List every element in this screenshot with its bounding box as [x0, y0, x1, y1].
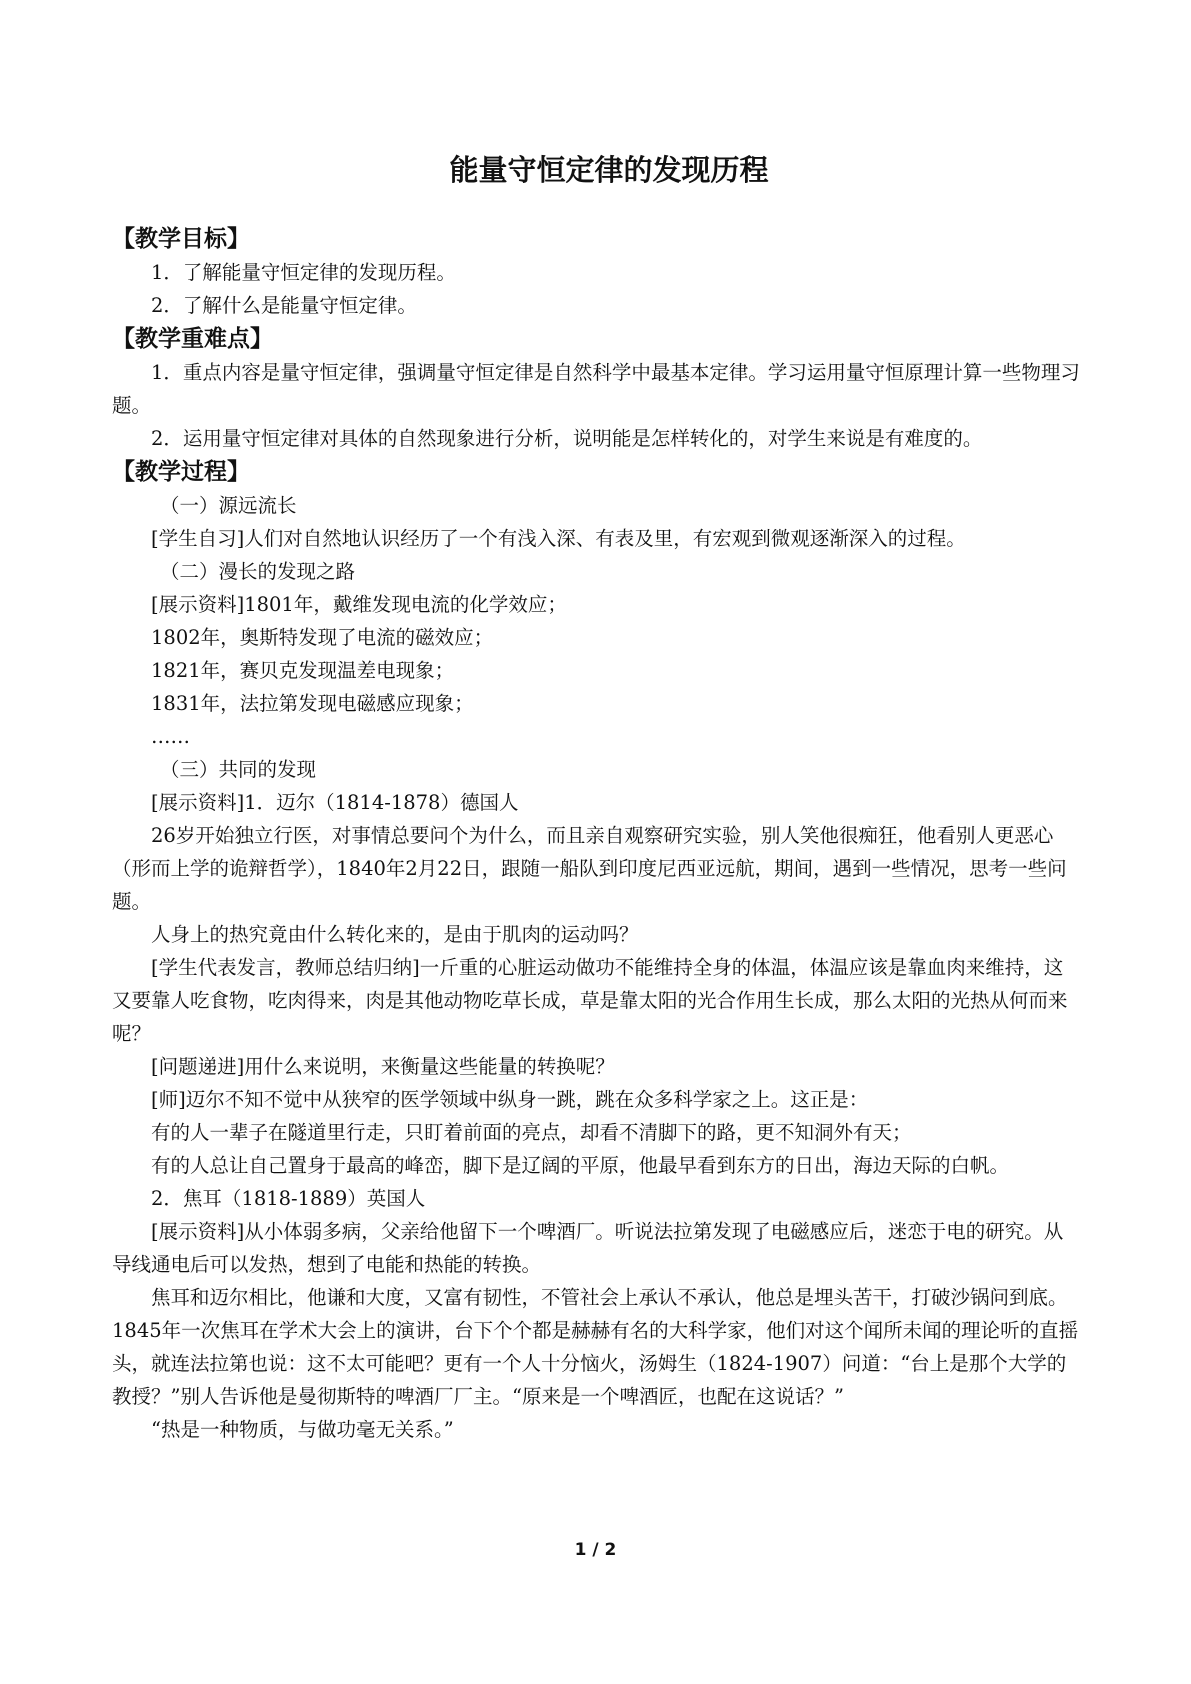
paragraph: 26岁开始独立行医，对事情总要问个为什么，而且亲自观察研究实验，别人笑他很痴狂，他看别人更恶心（形而上学的诡辩哲学），1840年2月22日，跟随一船队到印度尼西亚远航，期间，遇到一些情况，思考一些问题。 — [112, 824, 1067, 913]
section-heading-objectives: 【教学目标】 — [112, 226, 250, 252]
subsection-title: （二）漫长的发现之路 — [160, 560, 356, 583]
paragraph: 2．焦耳（1818-1889）英国人 — [151, 1187, 426, 1210]
document-content — [112, 150, 1080, 1446]
section-heading-key-points: 【教学重难点】 — [112, 326, 273, 352]
paragraph: [学生自习]人们对自然地认识经历了一个有浅入深、有表及里，有宏观到微观逐渐深入的过程。 — [151, 527, 966, 550]
paragraph: [学生代表发言，教师总结归纳]一斤重的心脏运动做功不能维持全身的体温，体温应该是靠血肉来维持，这又要靠人吃食物，吃肉得来，肉是其他动物吃草长成，草是靠太阳的光合作用生长成，那么太阳的光热从何而来呢？ — [112, 956, 1068, 1045]
key-point-item: 1．重点内容是量守恒定律，强调量守恒定律是自然科学中最基本定律。学习运用量守恒原理计算一些物理习题。 — [112, 361, 1080, 417]
key-point-item: 2．运用量守恒定律对具体的自然现象进行分析，说明能是怎样转化的，对学生来说是有难度的。 — [151, 427, 983, 450]
paragraph: [师]迈尔不知不觉中从狭窄的医学领域中纵身一跳，跳在众多科学家之上。这正是： — [151, 1088, 869, 1111]
paragraph: 1831年，法拉第发现电磁感应现象； — [151, 692, 474, 715]
paragraph: 有的人总让自己置身于最高的峰峦，脚下是辽阔的平原，他最早看到东方的日出，海边天际的白帆。 — [151, 1154, 1010, 1177]
paragraph: [展示资料]1．迈尔（1814-1878）德国人 — [151, 791, 519, 814]
paragraph: “热是一种物质，与做功毫无关系。” — [151, 1418, 454, 1441]
ellipsis: …… — [151, 725, 190, 748]
objective-item: 2．了解什么是能量守恒定律。 — [151, 294, 417, 317]
paragraph: 人身上的热究竟由什么转化来的，是由于肌肉的运动吗？ — [151, 923, 639, 946]
objective-item: 1．了解能量守恒定律的发现历程。 — [151, 261, 456, 284]
page-title: 能量守恒定律的发现历程 — [449, 153, 769, 187]
paragraph: [问题递进]用什么来说明，来衡量这些能量的转换呢？ — [151, 1055, 615, 1078]
paragraph: 有的人一辈子在隧道里行走，只盯着前面的亮点，却看不清脚下的路，更不知洞外有天； — [151, 1121, 912, 1144]
paragraph: [展示资料]从小体弱多病，父亲给他留下一个啤酒厂。听说法拉第发现了电磁感应后，迷恋于电的研究。从导线通电后可以发热，想到了电能和热能的转换。 — [112, 1220, 1064, 1276]
subsection-title: （一）源远流长 — [160, 494, 297, 517]
paragraph: [展示资料]1801年，戴维发现电流的化学效应； — [151, 593, 567, 616]
page-number: 1 / 2 — [574, 1540, 617, 1560]
paragraph: 1821年，赛贝克发现温差电现象； — [151, 659, 455, 682]
subsection-title: （三）共同的发现 — [160, 758, 317, 781]
paragraph: 1802年，奥斯特发现了电流的磁效应； — [151, 626, 494, 649]
section-heading-process: 【教学过程】 — [112, 459, 250, 485]
paragraph: 焦耳和迈尔相比，他谦和大度，又富有韧性，不管社会上承认不承认，他总是埋头苦干，打破沙锅问到底。1845年一次焦耳在学术大会上的演讲，台下个个都是赫赫有名的大科学家，他们对这个闻所未闻的理论听的直摇头，就连法拉第也说：这不太可能吧？更有一个人十分恼火，汤姆生（1824-1907）问道：“台上是那个大学的教授？”别人告诉他是曼彻斯特的啤酒厂厂主。“原来是一个啤酒匠，也配在这说话？” — [112, 1286, 1079, 1408]
